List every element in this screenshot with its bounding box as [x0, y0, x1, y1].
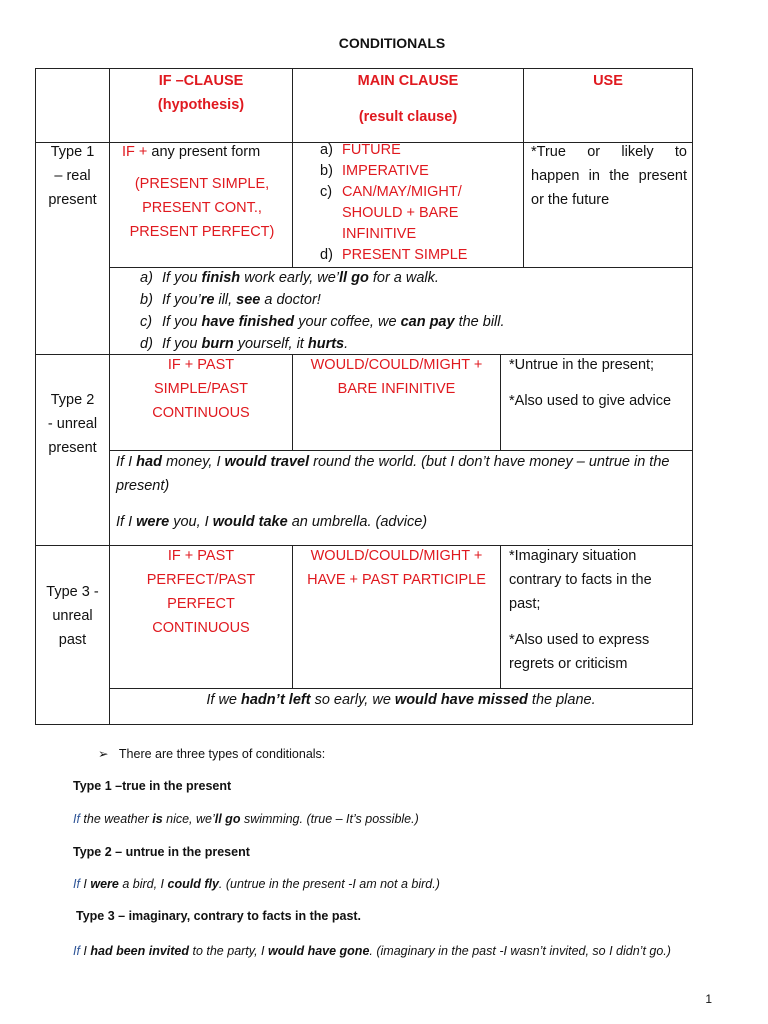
example-marker: d): [140, 336, 153, 352]
type1-use: *True or likely to happen in the present or the future: [531, 144, 687, 208]
example-marker: b): [140, 292, 153, 308]
item-text: CAN/MAY/MIGHT/: [342, 184, 462, 200]
header-main-clause: [293, 69, 523, 129]
note-example-type2: If I were a bird, I could fly. (untrue in the present -I am not a bird.): [73, 877, 440, 891]
type2-use: [509, 353, 687, 413]
use-line: *Imaginary situation contrary to facts in the past;: [509, 548, 652, 612]
example-sentence: a) If you finish work early, we’ll go for a walk.: [140, 267, 680, 289]
note-example-type3: If I had been invited to the party, I would have gone. (imaginary in the past -I wasn’t invited, so I didn’t go.): [73, 944, 671, 958]
if-form: PRESENT CONT.,: [142, 200, 262, 216]
item-text: FUTURE: [342, 142, 401, 158]
note-heading-type1: Type 1 –true in the present: [73, 779, 232, 793]
type1-label: [36, 140, 109, 212]
example-sentence: If I had money, I would travel round the world. (but I don’t have money – untrue in the present): [116, 454, 670, 494]
type3-label-line: past: [58, 632, 87, 648]
item-text: PRESENT SIMPLE: [342, 247, 468, 263]
type2-label-line: - unreal: [47, 416, 98, 432]
if-line: PERFECT/PAST: [146, 572, 256, 588]
type1-label-line: present: [48, 192, 97, 208]
if-line: CONTINUOUS: [152, 405, 250, 421]
if-line: PERFECT: [167, 596, 235, 612]
if-form: (PRESENT SIMPLE,: [134, 176, 270, 192]
type3-label-line: Type 3 -: [46, 584, 99, 600]
type3-if-clause: [110, 544, 292, 640]
type3-main-clause: [293, 544, 500, 592]
type1-label-line: Type 1: [50, 144, 95, 160]
use-line: *Also used to express regrets or criticism: [509, 632, 650, 672]
header-if-clause: [110, 69, 292, 117]
header-main-clause-subtitle: (result clause): [358, 109, 458, 125]
item-marker: b): [320, 163, 333, 179]
if-rest: any present form: [147, 144, 261, 160]
item-text: INFINITIVE: [342, 226, 417, 242]
item-marker: a): [320, 142, 333, 158]
example-sentence: If I were you, I would take an umbrella. (advice): [116, 514, 428, 530]
main-item: [320, 224, 520, 245]
item-marker: d): [320, 247, 333, 263]
type2-label-line: Type 2: [50, 392, 95, 408]
type1-examples: [140, 267, 680, 355]
main-line: WOULD/COULD/MIGHT +: [310, 357, 483, 373]
type1-label-line: – real: [54, 168, 91, 184]
page-number: 1: [705, 992, 712, 1006]
type1-if-formula: [122, 140, 290, 164]
if-line: SIMPLE/PAST: [153, 381, 248, 397]
bullet-note: [98, 746, 325, 761]
type1-main-clause: [320, 140, 520, 266]
type1-if-clause: [122, 140, 290, 244]
note-heading-type3: Type 3 – imaginary, contrary to facts in the past.: [76, 909, 362, 923]
type1-if-forms: [122, 172, 282, 244]
main-line: WOULD/COULD/MIGHT +: [310, 548, 483, 564]
main-item: [320, 161, 520, 182]
example-marker: c): [140, 314, 153, 330]
arrow-bullet-icon: ➢: [98, 747, 109, 761]
if-line: IF + PAST: [167, 548, 235, 564]
type2-label: [36, 388, 109, 460]
item-text: IMPERATIVE: [342, 163, 429, 179]
type2-main-clause: [293, 353, 500, 401]
main-item: [320, 203, 520, 224]
item-text: SHOULD + BARE: [342, 205, 459, 221]
type2-examples: [116, 450, 676, 534]
if-prefix: IF +: [122, 144, 148, 160]
document-title: CONDITIONALS: [338, 35, 446, 51]
note-example-type1: If the weather is nice, we’ll go swimming. (true – It’s possible.): [73, 812, 419, 826]
example-sentence: d) If you burn yourself, it hurts.: [140, 333, 680, 355]
if-line: IF + PAST: [167, 357, 235, 373]
main-item: [320, 140, 520, 161]
header-main-clause-title: MAIN CLAUSE: [357, 73, 459, 89]
type3-label-line: unreal: [52, 608, 93, 624]
header-use: USE: [593, 73, 623, 89]
type2-label-line: present: [48, 440, 97, 456]
item-marker: c): [320, 184, 333, 200]
main-item: [320, 245, 520, 266]
header-if-clause-subtitle: (hypothesis): [157, 97, 245, 113]
use-line: *Untrue in the present;: [509, 357, 655, 373]
type3-use: [509, 544, 687, 676]
if-form: PRESENT PERFECT): [129, 224, 275, 240]
example-sentence: c) If you have finished your coffee, we can pay the bill.: [140, 311, 680, 333]
header-if-clause-title: IF –CLAUSE: [158, 73, 244, 89]
type2-if-clause: [110, 353, 292, 425]
example-sentence: b) If you’re ill, see a doctor!: [140, 289, 680, 311]
main-line: HAVE + PAST PARTICIPLE: [307, 572, 486, 588]
type3-example: If we hadn’t left so early, we would have missed the plane.: [206, 692, 596, 708]
type3-label: [36, 580, 109, 652]
conditionals-table: [35, 68, 693, 725]
if-line: CONTINUOUS: [152, 620, 250, 636]
main-line: BARE INFINITIVE: [337, 381, 456, 397]
main-item: [320, 182, 520, 203]
note-heading-type2: Type 2 – untrue in the present: [73, 845, 250, 859]
bullet-text: There are three types of conditionals:: [118, 747, 326, 761]
example-marker: a): [140, 270, 153, 286]
use-line: *Also used to give advice: [509, 393, 672, 409]
